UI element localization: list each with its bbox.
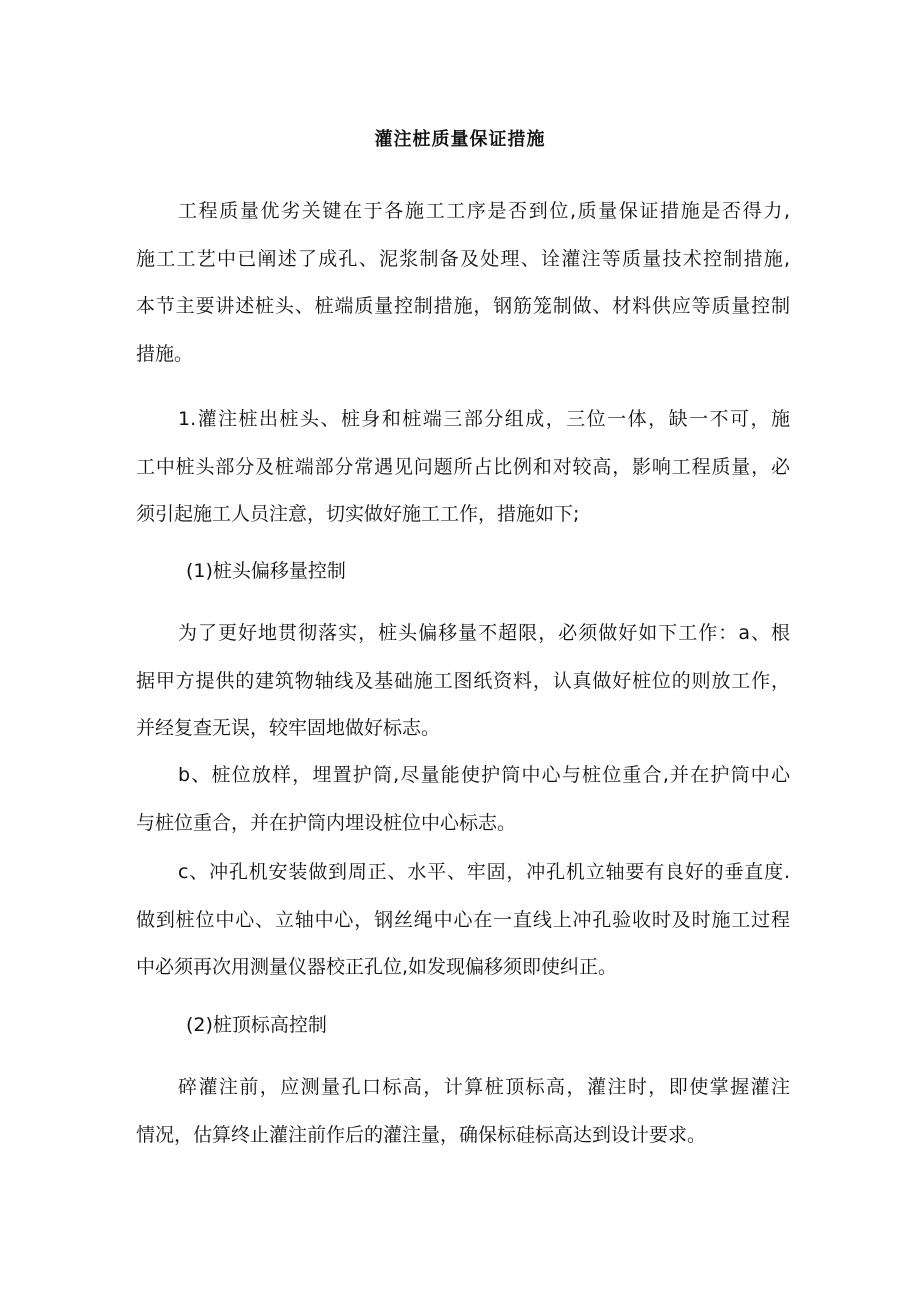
text-line: 施工工艺中已阐述了成孔、泥浆制备及处理、诠灌注等质量技术控制措施, [136,247,790,270]
text-line: 工程质量优劣关键在于各施工工序是否到位,质量保证措施是否得力, [178,200,790,222]
text-line: 与桩位重合，并在护筒内埋设桩位中心标志。 [136,811,517,834]
paragraph-offset-c [136,849,790,992]
text-line: 措施。 [136,342,194,365]
document-title: 灌注桩质量保证措施 [374,129,546,150]
text-line: b、桩位放样，埋置护筒,尽量能使护筒中心与桩位重合,并在护筒中心 [178,764,790,786]
text-line: 并经复查无误，较牢固地做好标志。 [136,717,441,739]
section-heading-pile-head-offset: (1)桩头偏移量控制 [186,560,346,582]
text-line: 情况，估算终止灌注前作后的灌注量，确保标硅标高达到设计要求。 [136,1123,707,1146]
paragraph-offset-a [136,610,790,753]
paragraph-intro [136,188,790,378]
text-line: 做到桩位中心、立轴中心，钢丝绳中心在一直线上冲孔验收时及时施工过程 [136,908,790,931]
text-line: 中必须再次用测量仪器校正孔位,如发现偏移须即使纠正。 [136,956,618,978]
text-line: 为了更好地贯彻落实，桩头偏移量不超限，必须做好如下工作：a、根 [178,622,790,644]
paragraph-offset-b [136,752,790,847]
text-line: c、冲孔机安装做到周正、水平、牢固，冲孔机立轴要有良好的垂直度. [178,861,790,883]
text-line: 据甲方提供的建筑物轴线及基础施工图纸资料，认真做好桩位的则放工作， [136,669,790,692]
text-line: 1.灌注桩出桩头、桩身和桩端三部分组成，三位一体，缺一不可，施 [178,408,790,430]
text-line: 工中桩头部分及桩端部分常遇见问题所占比例和对较高，影响工程质量，必 [136,455,790,478]
text-line: 须引起施工人员注意，切实做好施工工作，措施如下; [136,503,580,525]
section-heading-pile-top-elevation: (2)桩顶标高控制 [186,1014,327,1036]
paragraph-elevation [136,1064,790,1159]
text-line: 本节主要讲述桩头、桩端质量控制措施，钢筋笼制做、材料供应等质量控制 [136,295,790,317]
text-line: 碎灌注前，应测量孔口标高，计算桩顶标高，灌注时，即使掌握灌注 [178,1076,790,1098]
paragraph-item-1 [136,396,790,539]
